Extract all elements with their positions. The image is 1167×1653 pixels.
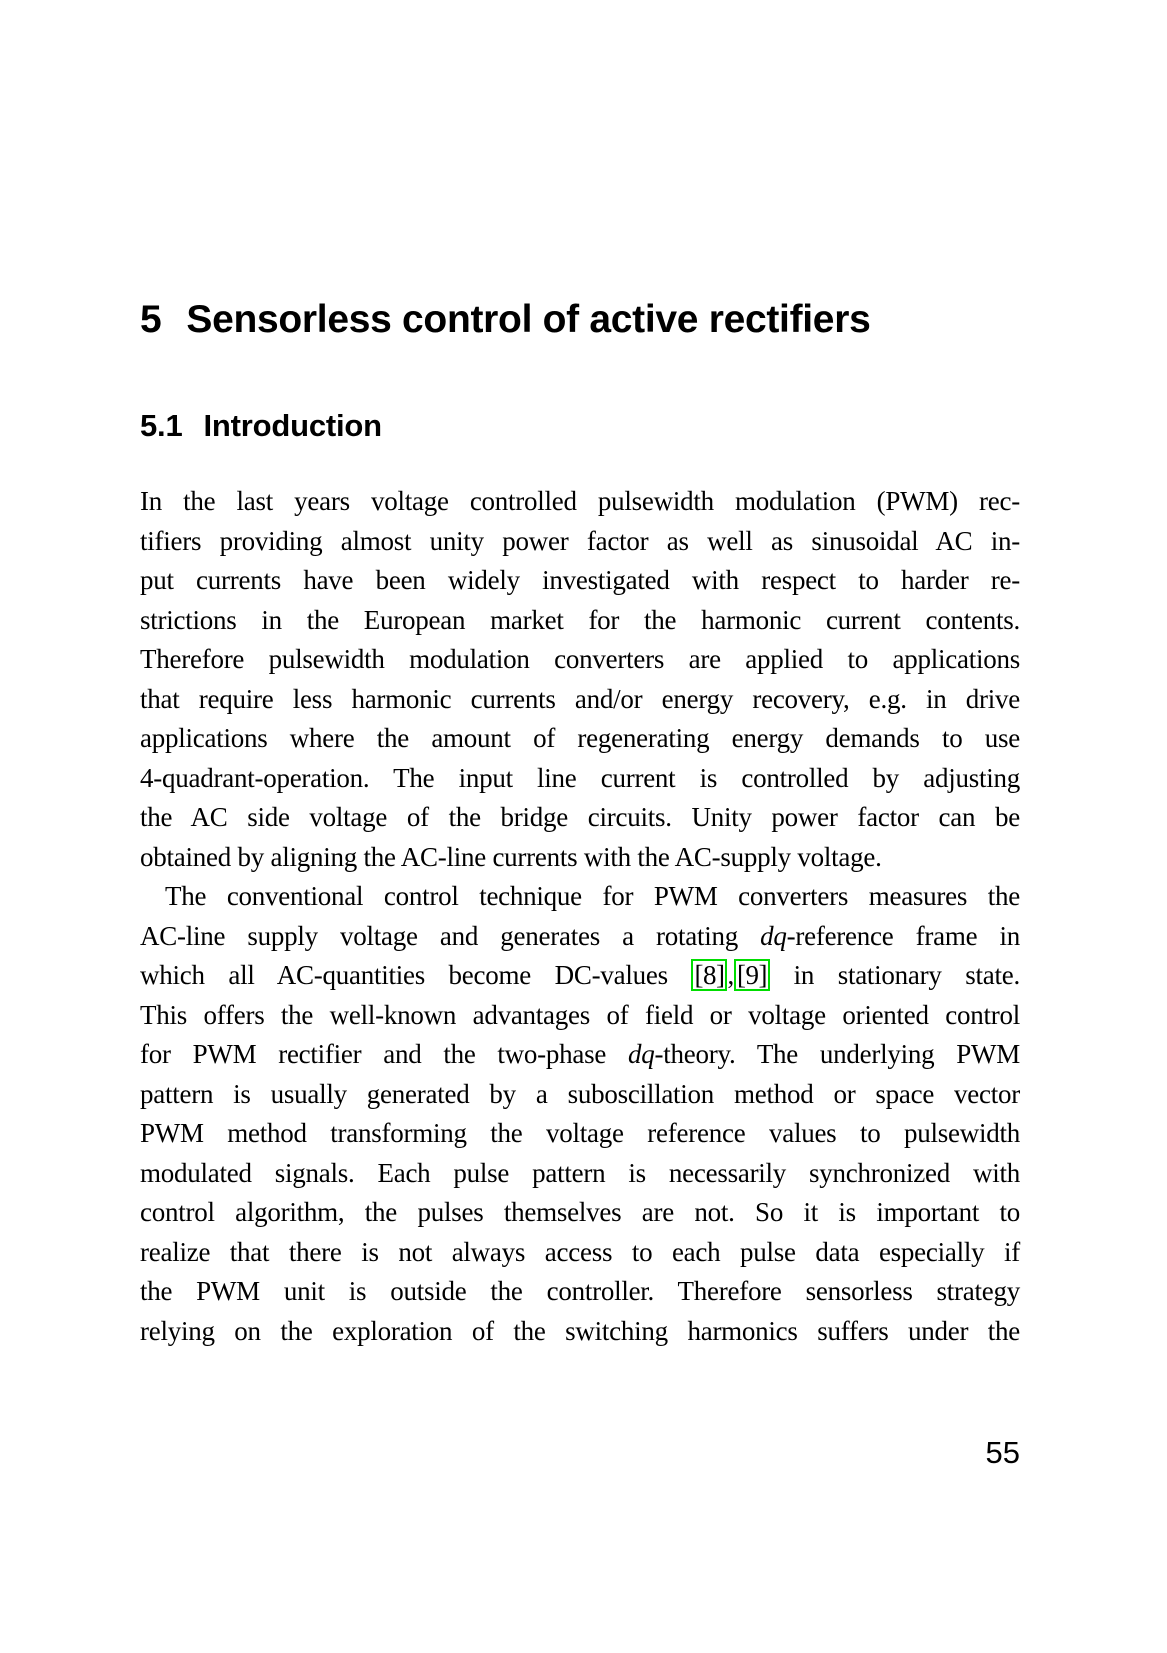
page-number: 55: [985, 1435, 1020, 1470]
text-run: -theory. The underlying PWM: [654, 1039, 1020, 1069]
body-line: [140, 640, 1020, 680]
text-run: relying on the exploration of the switching harmonics suffers under the: [140, 1315, 1020, 1346]
body-line: [140, 1193, 1020, 1233]
text-run: the PWM unit is outside the controller. Therefore sensorless strategy: [140, 1276, 1020, 1306]
text-run: put currents have been widely investigated with respect to harder re-: [140, 565, 1020, 595]
body-text: [140, 482, 1020, 1351]
section-number: 5.1: [140, 408, 183, 443]
body-line: [140, 996, 1020, 1036]
body-line: [140, 1272, 1020, 1312]
text-run: modulated signals. Each pulse pattern is necessarily synchronized with: [140, 1157, 1020, 1188]
text-run: control algorithm, the pulses themselves are not. So it is important to: [140, 1197, 1020, 1227]
body-line: [140, 956, 1020, 996]
body-line: [140, 877, 1020, 917]
text-run: Therefore pulsewidth modulation converters are applied to applications: [140, 644, 1020, 674]
text-run: pattern is usually generated by a suboscillation method or space vector: [140, 1078, 1020, 1109]
text-run: realize that there is not always access to each pulse data especially if: [140, 1236, 1020, 1267]
body-line: [140, 1233, 1020, 1273]
text-run: applications where the amount of regenerating energy demands to use: [140, 723, 1020, 753]
body-line: [140, 522, 1020, 562]
body-line: [140, 561, 1020, 601]
text-run: tifiers providing almost unity power factor as well as sinusoidal AC in-: [140, 525, 1020, 556]
citation-link[interactable]: [9]: [734, 959, 770, 991]
body-line: [140, 759, 1020, 799]
text-run: The conventional control technique for PWM converters measures the: [165, 881, 1020, 911]
italic-term: dq: [627, 1039, 655, 1069]
text-run: 4-quadrant-operation. The input line current is controlled by adjusting: [140, 762, 1020, 793]
section-heading: [140, 409, 1040, 443]
citation-link[interactable]: [8]: [691, 959, 727, 991]
body-line: [140, 482, 1020, 522]
text-run: This offers the well-known advantages of field or voltage oriented control: [140, 999, 1020, 1030]
body-line: [140, 719, 1020, 759]
body-line: [140, 838, 1020, 878]
text-run: obtained by aligning the AC-line currents with the AC-supply voltage.: [140, 841, 882, 872]
body-line: [140, 601, 1020, 641]
section-title: Introduction: [203, 408, 382, 443]
text-run: strictions in the European market for the harmonic current contents.: [140, 604, 1020, 635]
body-line: [140, 1114, 1020, 1154]
body-line: [140, 798, 1020, 838]
text-run: PWM method transforming the voltage reference values to pulsewidth: [140, 1118, 1020, 1148]
body-line: [140, 1312, 1020, 1352]
text-run: in stationary state.: [769, 960, 1021, 990]
body-line: [140, 1075, 1020, 1115]
chapter-title: Sensorless control of active rectifiers: [186, 298, 871, 341]
text-run: for PWM rectifier and the two-phase: [140, 1039, 628, 1069]
italic-term: dq: [760, 920, 787, 951]
body-line: [140, 680, 1020, 720]
text-run: -reference frame in: [786, 920, 1020, 951]
text-run: ,: [727, 960, 734, 990]
body-line: [140, 1035, 1020, 1075]
text-run: the AC side voltage of the bridge circuits. Unity power factor can be: [140, 802, 1020, 832]
text-run: In the last years voltage controlled pulsewidth modulation (PWM) rec-: [140, 486, 1020, 516]
text-run: that require less harmonic currents and/or energy recovery, e.g. in drive: [140, 683, 1020, 714]
text-run: AC-line supply voltage and generates a rotating: [140, 920, 761, 951]
chapter-heading: [140, 299, 1040, 342]
chapter-number: 5: [140, 298, 162, 341]
text-run: which all AC-quantities become DC-values: [140, 960, 692, 990]
body-line: [140, 1154, 1020, 1194]
body-line: [140, 917, 1020, 957]
